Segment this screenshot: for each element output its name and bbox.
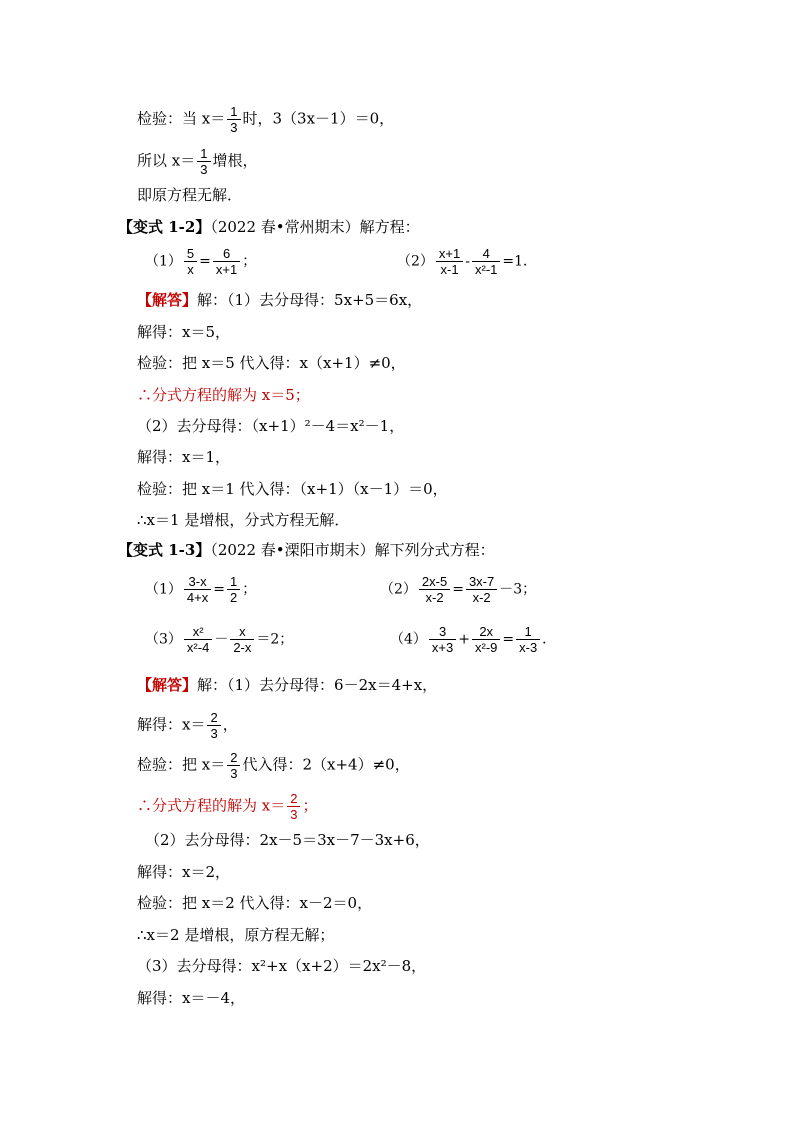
problem-q4 [390,624,556,655]
fraction [213,246,240,277]
problem-label: （1） [145,253,182,270]
answer-line-7: 检验：把 x＝1 代入得：（x+1）（x－1）＝0， [137,480,448,498]
check-line [137,104,394,135]
fraction-den: x-3 [519,640,538,655]
fraction-num: 2x [472,624,500,640]
var-text: x＝ [171,151,196,170]
fraction [287,791,300,822]
answer-tag: 【解答】 [137,676,198,694]
answer-text: 解得：x＝ [137,715,206,734]
fraction [472,624,500,655]
end-mark: ＝2； [256,631,294,648]
fraction [227,104,240,135]
fraction-num: x² [184,624,212,640]
fraction [419,574,450,605]
answer13-line-2 [137,710,238,741]
variant-1-3-title [118,540,495,560]
end-mark: ． [542,631,557,648]
fraction [227,750,240,781]
fraction-num: 4 [472,246,500,262]
fraction [230,624,254,655]
fraction-den: x-1 [440,262,459,277]
so-text: 所以 [137,151,168,170]
fraction-den: x+3 [431,640,454,655]
answer13-line-4 [137,791,317,822]
problem-label: （2） [380,581,417,598]
fraction-den: x²-4 [186,640,210,655]
fraction [184,624,212,655]
fraction-num: 1 [227,104,240,120]
answer-text: 解：（1）去分母得：6－2x＝4+x， [197,676,438,694]
end-mark: ； [242,253,257,270]
end-mark: －3； [499,581,537,598]
answer-line-5: （2）去分母得：（x+1）²－4＝x²－1， [137,417,405,435]
equal-sign: = [502,631,515,648]
fraction-den: 3 [210,726,218,741]
variant-tag: 【变式 1-2】 [118,218,211,236]
fraction-num: 2x-5 [419,574,450,590]
fraction-num: 1 [227,574,240,590]
answer-line-3: 检验：把 x＝5 代入得：x（x+1）≠0， [137,354,406,372]
fraction [207,710,220,741]
fraction-den: x [187,262,194,277]
fraction-num: 3-x [184,574,211,590]
fraction-den: 4+x [186,590,209,605]
answer-text: 检验：把 x＝ [137,755,226,774]
answer13-line-7: 检验：把 x＝2 代入得：x－2＝0， [137,894,373,912]
answer-line-2: 解得：x＝5， [137,323,231,341]
answer13-line-9: （3）去分母得：x²+x（x+2）＝2x²－8， [137,957,427,975]
answer-line-1 [137,290,422,310]
fraction-den: x+1 [215,262,238,277]
problem-label: （2） [397,253,434,270]
plus-sign: + [458,631,470,648]
fraction-num: 2 [207,710,220,726]
answer-text-b: 代入得：2（x+4）≠0， [242,755,410,774]
fraction [184,574,211,605]
fraction-den: 3 [200,162,208,177]
fraction [466,574,497,605]
answer-line-4: ∴分式方程的解为 x＝5； [137,386,310,404]
answer13-line-5: （2）去分母得：2x－5＝3x－7－3x+6， [145,831,430,849]
fraction [227,574,240,605]
fraction-den: x²-1 [474,262,498,277]
end-mark: ； [242,581,257,598]
answer13-line-8: ∴x＝2 是增根，原方程无解； [137,926,335,944]
so-text-b: 增根， [212,151,258,170]
fraction [472,246,500,277]
answer13-line-3 [137,750,410,781]
minus-sign: - [465,253,470,270]
end-mark: ， [222,715,238,734]
so-line [137,146,258,177]
fraction [516,624,540,655]
check-text-b: 时，3（3x－1）＝0， [242,109,395,128]
answer13-line-10: 解得：x＝－4， [137,989,246,1007]
problem-label: （1） [145,581,182,598]
end-mark: ； [302,796,318,815]
var-text: x＝ [201,109,226,128]
fraction-num: 1 [516,624,540,640]
problem-q3 [145,624,293,655]
fraction [184,246,197,277]
fraction-num: x [230,624,254,640]
fraction-num: 6 [213,246,240,262]
answer13-line-1 [137,675,437,695]
minus-sign: － [214,631,229,648]
fraction-num: 1 [197,146,210,162]
no-solution-line: 即原方程无解． [137,186,243,204]
answer-line-8: ∴x＝1 是增根，分式方程无解． [137,511,350,529]
variant-source: （2022 春•溧阳市期末）解下列分式方程： [210,541,495,559]
fraction-num: 3x-7 [466,574,497,590]
fraction-num: 5 [184,246,197,262]
fraction-num: 2 [227,750,240,766]
answer-text: 解：（1）去分母得：5x+5＝6x， [197,291,423,309]
fraction-den: x-2 [425,590,444,605]
variant-tag: 【变式 1-3】 [118,541,211,559]
fraction-num: 3 [429,624,456,640]
fraction [436,246,463,277]
end-mark: =1． [502,253,538,270]
problem-q1 [145,574,256,605]
fraction-num: x+1 [436,246,463,262]
problem-label: （4） [390,631,427,648]
fraction-den: 3 [230,120,238,135]
problem-1: （1） $\frac{5}{x}$ = $\frac{6}{x+1}$ ； [145,246,257,277]
check-text: 检验：当 [137,109,198,128]
answer13-line-6: 解得：x＝2， [137,863,231,881]
fraction-den: 3 [290,807,298,822]
fraction-den: 2-x [233,640,252,655]
answer-tag: 【解答】 [137,291,198,309]
equal-sign: = [452,581,464,598]
problem-2 [397,246,537,277]
fraction-den: x²-9 [474,640,498,655]
answer-line-6: 解得：x＝1， [137,448,231,466]
variant-1-2-title [118,217,420,237]
fraction [197,146,210,177]
fraction-den: 2 [229,590,238,605]
problem-q2 [380,574,536,605]
answer-text: ∴分式方程的解为 x＝ [137,796,286,815]
fraction-den: x-2 [472,590,491,605]
problem-label: （3） [145,631,182,648]
fraction-den: 3 [230,766,238,781]
fraction-num: 2 [287,791,300,807]
equal-sign: = [213,581,225,598]
fraction [429,624,456,655]
variant-source: （2022 春•常州期末）解方程： [210,218,420,236]
